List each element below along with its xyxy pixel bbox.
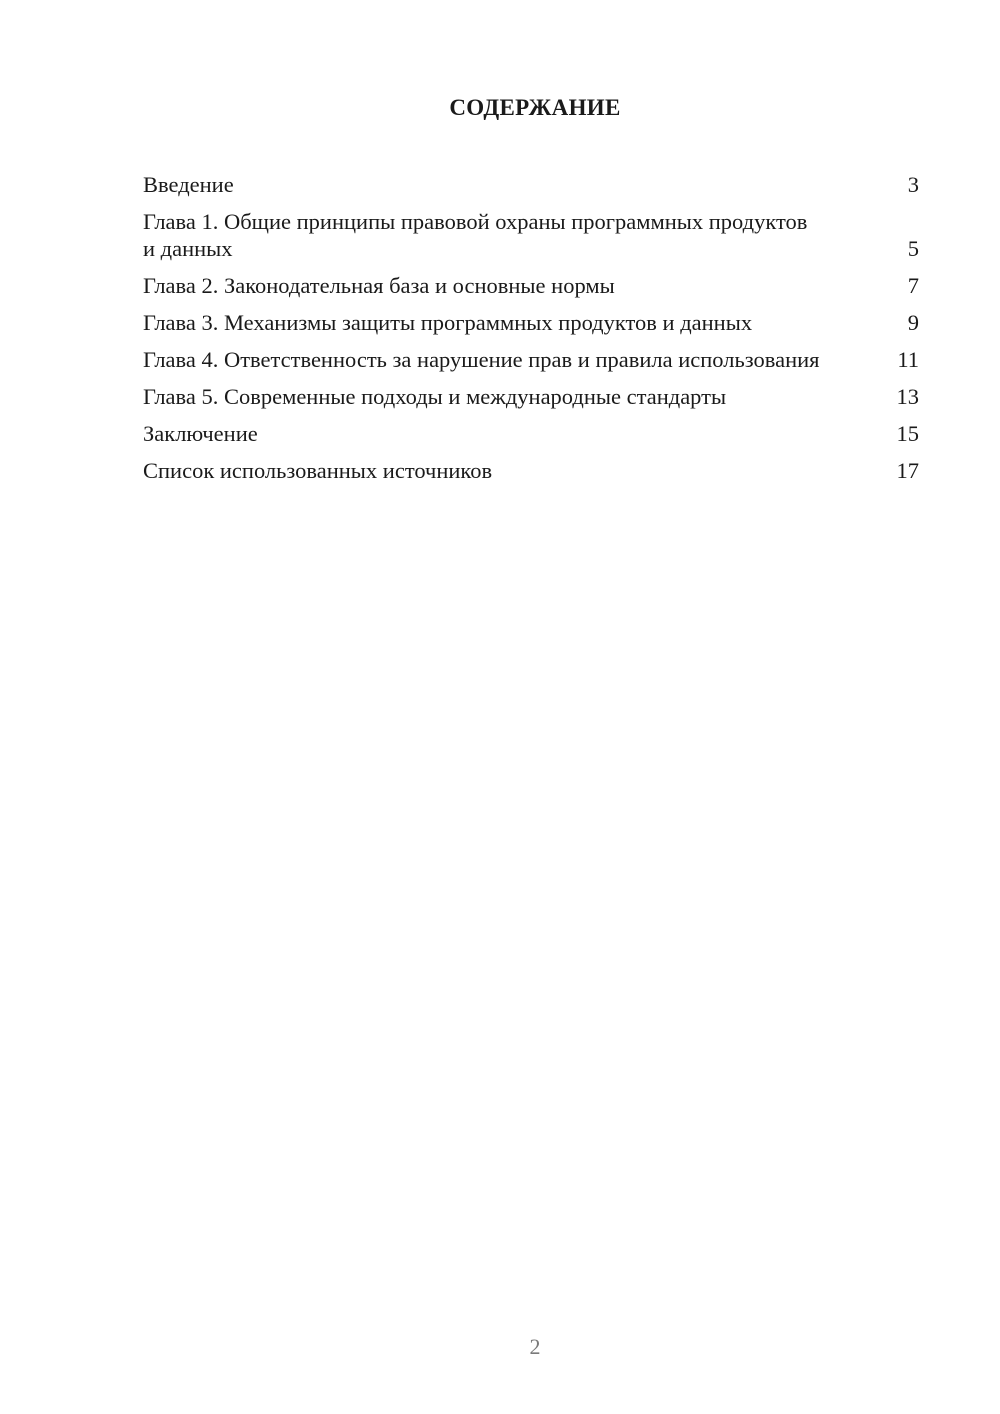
toc-entry-chapter-3: [143, 309, 919, 336]
toc-entry-text: Глава 3. Механизмы защиты программных продуктов и данных: [143, 310, 753, 335]
toc-entry-page: 9: [907, 310, 919, 335]
toc-entry-conclusion: [143, 420, 919, 447]
toc-entry-chapter-5: [143, 383, 919, 410]
toc-entry-page: 11: [897, 347, 919, 372]
toc-entry-references: [143, 457, 919, 484]
table-of-contents: [143, 171, 919, 494]
toc-entry-page: 5: [907, 236, 919, 261]
toc-entry-chapter-4: [143, 346, 919, 373]
toc-entry-text: Введение: [143, 172, 234, 197]
toc-entry-page: 3: [907, 172, 919, 197]
toc-entry-text: Заключение: [143, 421, 258, 446]
toc-entry-chapter-1: [143, 208, 919, 262]
toc-entry-page: 15: [896, 421, 919, 446]
toc-entry-page: 17: [896, 458, 919, 483]
toc-entry-text: Глава 5. Современные подходы и международные стандарты: [143, 384, 727, 409]
toc-entry-page: 13: [896, 384, 919, 409]
toc-entry-text: Глава 2. Законодательная база и основные нормы: [143, 273, 615, 298]
toc-entry-text: Глава 1. Общие принципы правовой охраны программных продуктов и данных: [143, 209, 808, 261]
toc-entry-introduction: [143, 171, 919, 198]
toc-title: СОДЕРЖАНИЕ: [449, 95, 621, 120]
toc-entry-chapter-2: [143, 272, 919, 299]
toc-entry-text: Список использованных источников: [143, 458, 493, 483]
toc-entry-page: 7: [907, 273, 919, 298]
page-number: 2: [529, 1334, 541, 1359]
toc-entry-text: Глава 4. Ответственность за нарушение прав и правила использования: [143, 347, 820, 372]
